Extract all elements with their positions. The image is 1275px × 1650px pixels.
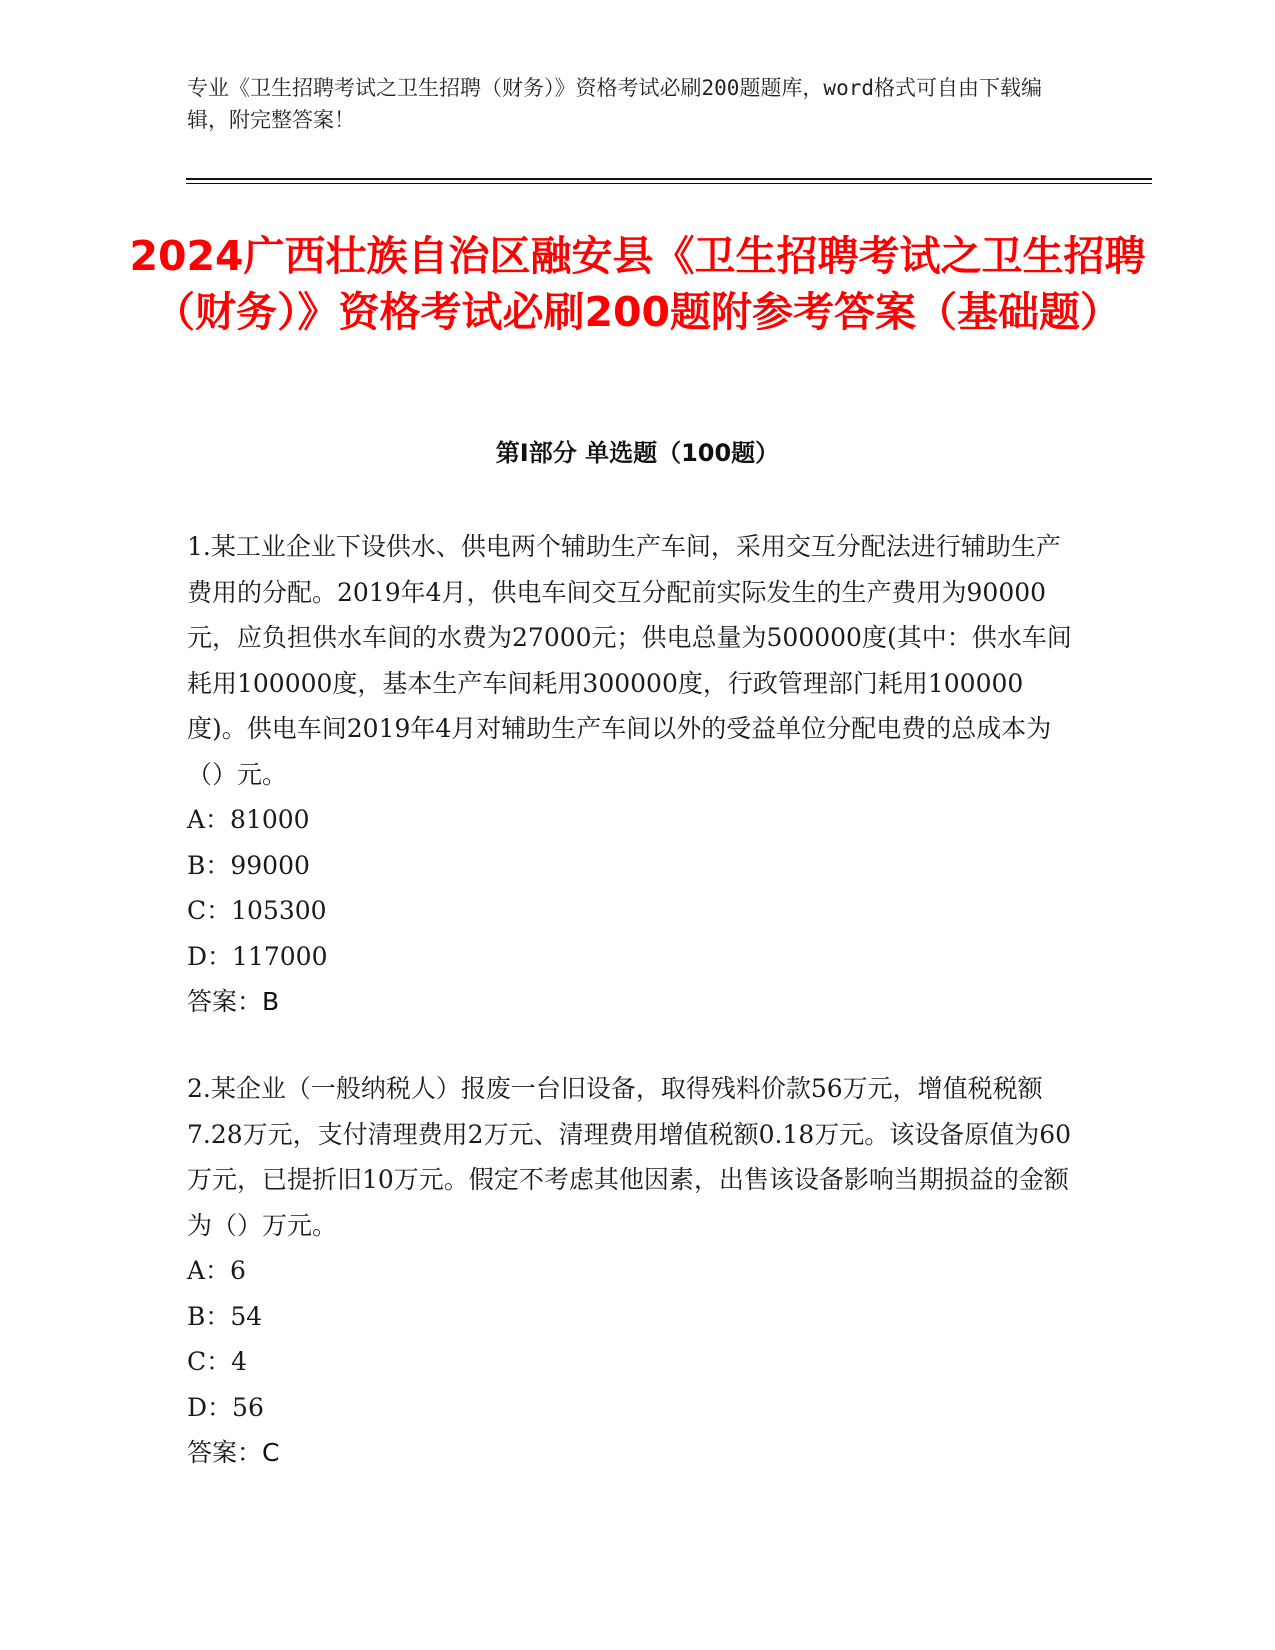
option-b: B：99000 (187, 850, 310, 880)
question-stem: 2.某企业（一般纳税人）报废一台旧设备，取得残料价款56万元，增值税税额7.28万元，支付清理费用2万元、清理费用增值税额0.18万元。该设备原值为60万元，已提折旧10万元。假定不考虑其他因素，出售该设备影响当期损益的金额为（）万元。 (187, 1074, 1072, 1240)
option-c: C：4 (187, 1347, 248, 1376)
option-a: A：81000 (187, 805, 310, 834)
section-title: 第Ⅰ部分 单选题（100题） (495, 439, 780, 467)
answer: 答案：C (187, 1438, 280, 1467)
option-d: D：56 (187, 1392, 264, 1422)
option-d: D：117000 (187, 941, 328, 971)
header-divider-thin (186, 183, 1152, 184)
question-1 (187, 524, 1077, 1025)
document-title: 2024广西壮族自治区融安县《卫生招聘考试之卫生招聘（财务）》资格考试必刷200题附参考答案（基础题） (129, 232, 1146, 336)
header-divider-thick (186, 178, 1152, 180)
option-c: C：105300 (187, 896, 327, 925)
header-note: 专业《卫生招聘考试之卫生招聘（财务）》资格考试必刷200题题库，word格式可自由下载编辑，附完整答案！ (187, 76, 1042, 132)
question-2 (187, 1066, 1077, 1476)
option-a: A：6 (187, 1256, 246, 1285)
answer: 答案：B (187, 987, 280, 1016)
question-stem: 1.某工业企业下设供水、供电两个辅助生产车间，采用交互分配法进行辅助生产费用的分配。2019年4月，供电车间交互分配前实际发生的生产费用为90000元，应负担供水车间的水费为27000元；供电总量为500000度(其中：供水车间耗用100000度，基本生产车间耗用300000度，行政管理部门耗用100000度)。供电车间2019年4月对辅助生产车间以外的受益单位分配电费的总成本为（）元。 (187, 532, 1072, 789)
option-b: B：54 (187, 1301, 263, 1331)
